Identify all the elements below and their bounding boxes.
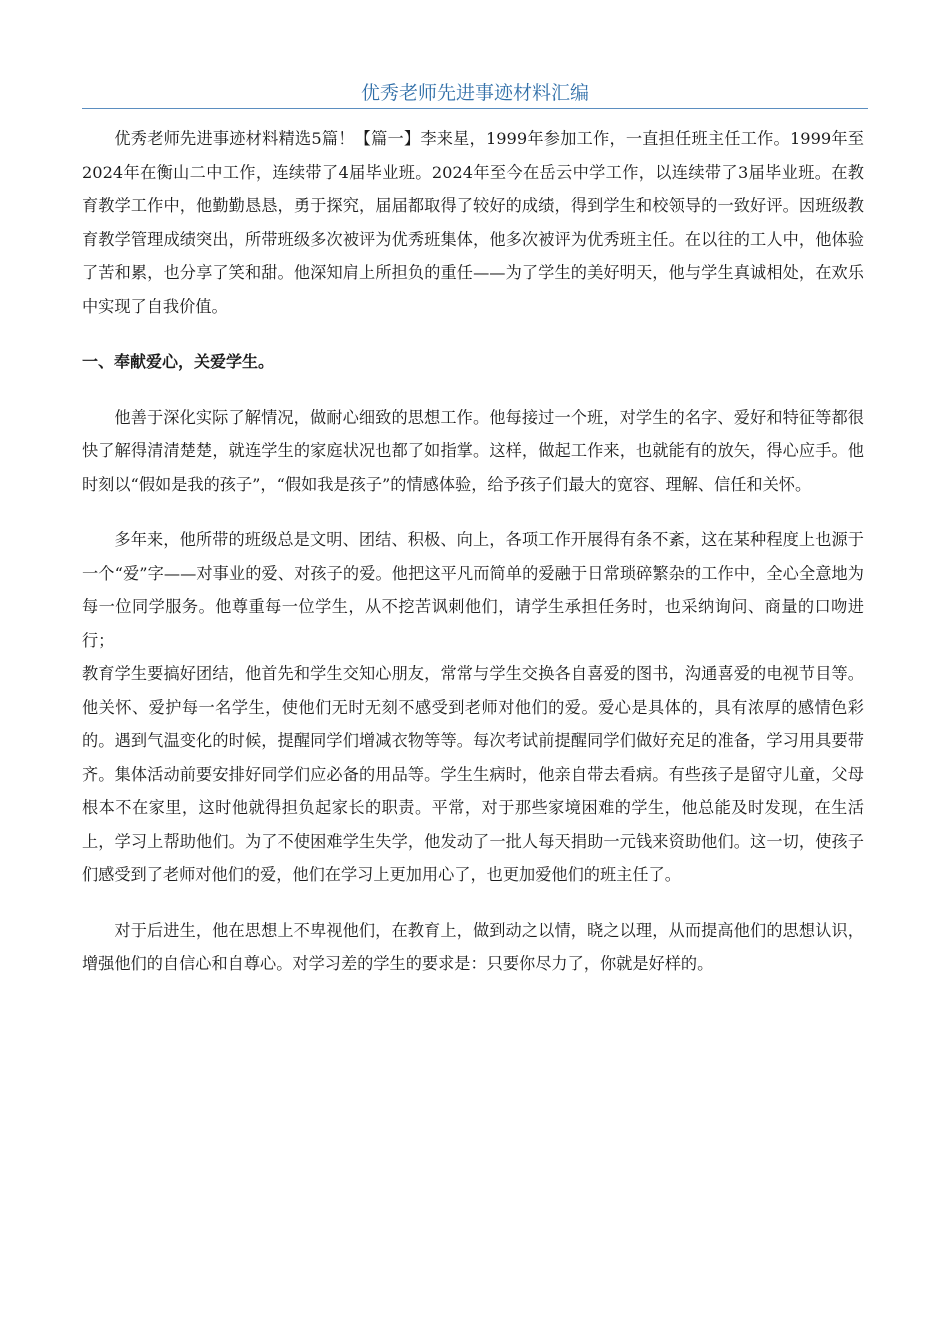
paragraph-understanding: 他善于深化实际了解情况，做耐心细致的思想工作。他每接过一个班，对学生的名字、爱好和特征等都很快了解得清清楚楚，就连学生的家庭状况也都了如指掌。这样，做起工作来，也就能有的放矢，得心应手。他时刻以“假如是我的孩子”，“假如我是孩子”的情感体验，给予孩子们最大的宽容、理解、信任和关怀。 xyxy=(82,407,864,494)
document-title: 优秀老师先进事迹材料汇编 xyxy=(360,82,589,104)
paragraph-care: 教育学生要搞好团结，他首先和学生交知心朋友，常常与学生交换各自喜爱的图书，沟通喜爱的电视节目等。他关怀、爱护每一名学生，使他们无时无刻不感受到老师对他们的爱。爱心是具体的，具有浓厚的感情色彩的。遇到气温变化的时候，提醒同学们增减衣物等等。每次考试前提醒同学们做好充足的准备，学习用具要带齐。集体活动前要安排好同学们应必备的用品等。学生生病时，他亲自带去看病。有些孩子是留守儿童，父母根本不在家里，这时他就得担负起家长的职责。平常，对于那些家境困难的学生，他总能及时发现，在生活上，学习上帮助他们。为了不使困难学生失学，他发动了一批人每天捐助一元钱来资助他们。这一切，使孩子们感受到了老师对他们的爱，他们在学习上更加用心了，也更加爱他们的班主任了。 xyxy=(82,664,864,884)
paragraph-love: 多年来，他所带的班级总是文明、团结、积极、向上，各项工作开展得有条不紊，这在某种程度上也源于一个“爱”字——对事业的爱、对孩子的爱。他把这平凡而简单的爱融于日常琐碎繁杂的工作中，全心全意地为每一位同学服务。他尊重每一位学生，从不挖苦讽刺他们，请学生承担任务时，也采纳询问、商量的口吻进行； xyxy=(82,530,864,650)
document-body xyxy=(82,122,864,981)
paragraph-intro: 优秀老师先进事迹材料精选5篇！【篇一】李来星，1999年参加工作，一直担任班主任工作。1999年至2024年在衡山二中工作，连续带了4届毕业班。2024年至今在岳云中学工作，以连续带了3届毕业班。在教育教学工作中，他勤勤恳恳，勇于探究，届届都取得了较好的成绩，得到学生和校领导的一致好评。因班级教育教学管理成绩突出，所带班级多次被评为优秀班集体，他多次被评为优秀班主任。在以往的工人中，他体验了苦和累，也分享了笑和甜。他深知肩上所担负的重任——为了学生的美好明天，他与学生真诚相处，在欢乐中实现了自我价值。 xyxy=(82,129,864,316)
section-heading: 一、奉献爱心，关爱学生。 xyxy=(82,352,275,371)
title-underline xyxy=(82,108,868,109)
paragraph-underachievers: 对于后进生，他在思想上不卑视他们，在教育上，做到动之以情，晓之以理，从而提高他们的思想认识，增强他们的自信心和自尊心。对学习差的学生的要求是：只要你尽力了，你就是好样的。 xyxy=(82,920,864,973)
